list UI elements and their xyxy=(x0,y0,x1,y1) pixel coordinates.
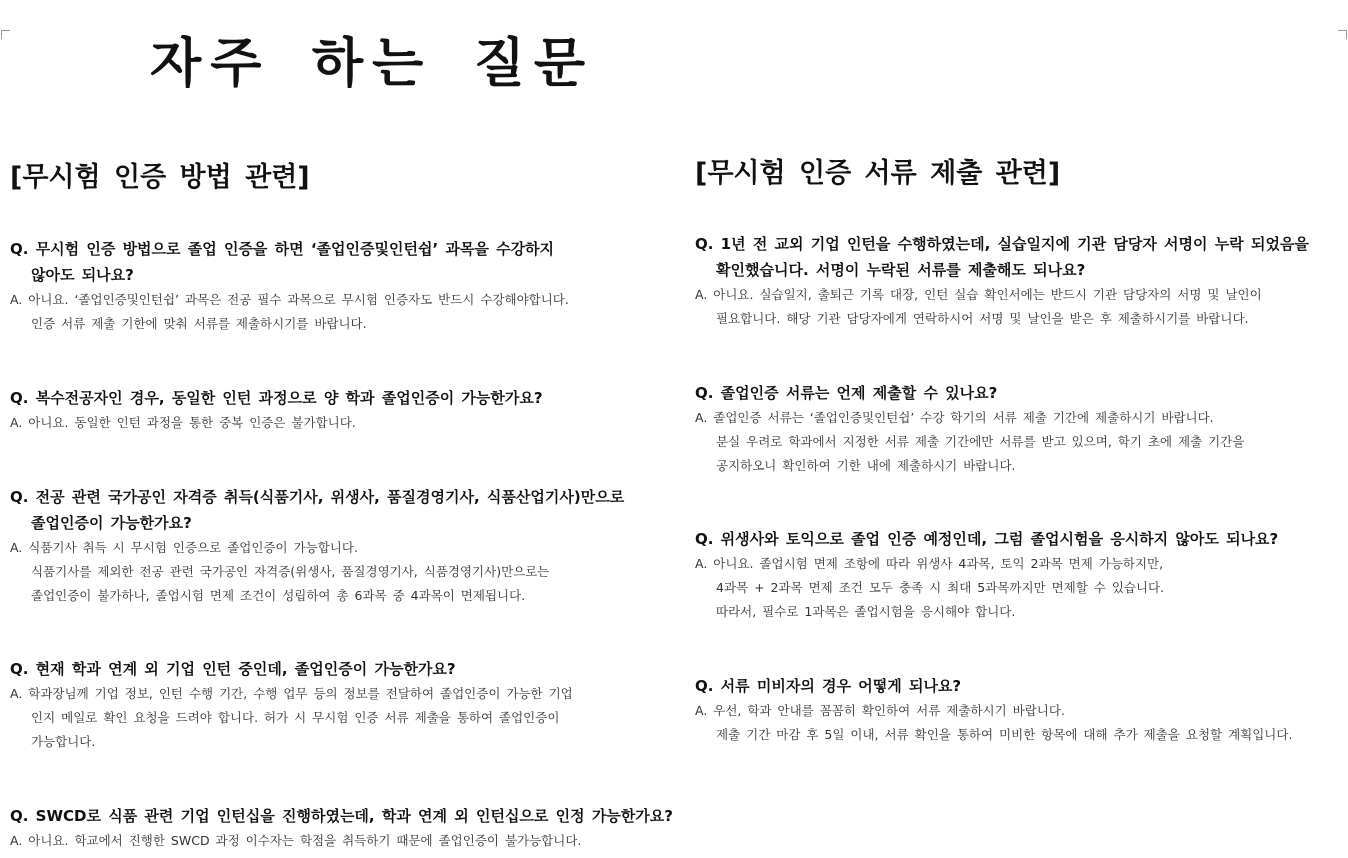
answer-line: A. 우선, 학과 안내를 꼼꼼히 확인하여 서류 제출하시기 바랍니다. xyxy=(695,703,1065,718)
faq-question xyxy=(10,803,673,829)
question-line: Q. 현재 학과 연계 외 기업 인턴 중인데, 졸업인증이 가능한가요? xyxy=(10,660,456,678)
question-line: 졸업인증이 가능한가요? xyxy=(31,514,192,532)
question-line: Q. 위생사와 토익으로 졸업 인증 예정인데, 그럼 졸업시험을 응시하지 않아도 되나요? xyxy=(695,530,1279,548)
faq-answer xyxy=(695,406,1345,478)
answer-line: 분실 우려로 학과에서 지정한 서류 제출 기간에만 서류를 받고 있으며, 학기 초에 제출 기간을 xyxy=(716,434,1245,449)
faq-item xyxy=(695,380,1345,478)
faq-item xyxy=(10,484,670,608)
answer-line: A. 아니요. ‘졸업인증및인턴쉽’ 과목은 전공 필수 과목으로 무시험 인증자도 반드시 수강해야합니다. xyxy=(10,292,569,307)
question-line: Q. 1년 전 교외 기업 인턴을 수행하였는데, 실습일지에 기관 담당자 서명이 누락 되었음을 xyxy=(695,235,1309,253)
faq-item xyxy=(10,236,670,336)
answer-line: A. 졸업인증 서류는 ‘졸업인증및인턴쉽’ 수강 학기의 서류 제출 기간에 제출하시기 바랍니다. xyxy=(695,410,1214,425)
faq-question xyxy=(695,673,1345,699)
faq-answer xyxy=(10,536,670,608)
faq-question xyxy=(10,236,670,288)
answer-line: A. 아니요. 졸업시험 면제 조항에 따라 위생사 4과목, 토익 2과목 면제 가능하지만, xyxy=(695,556,1164,571)
question-line: Q. 서류 미비자의 경우 어떻게 되나요? xyxy=(695,677,962,695)
faq-question xyxy=(695,526,1345,552)
faq-question xyxy=(695,231,1345,283)
answer-line: 제출 기간 마감 후 5일 이내, 서류 확인을 통하여 미비한 항목에 대해 추가 제출을 요청할 계획입니다. xyxy=(716,727,1293,742)
faq-item xyxy=(695,673,1345,747)
faq-question xyxy=(695,380,1345,406)
answer-line: A. 학과장님께 기업 정보, 인턴 수행 기간, 수행 업무 등의 정보를 전달하여 졸업인증이 가능한 기업 xyxy=(10,686,573,701)
answer-line: 인증 서류 제출 기한에 맞춰 서류를 제출하시기를 바랍니다. xyxy=(31,316,367,331)
faq-answer xyxy=(695,699,1345,747)
question-line: 확인했습니다. 서명이 누락된 서류를 제출해도 되나요? xyxy=(716,261,1086,279)
faq-item xyxy=(10,656,670,754)
question-line: Q. SWCD로 식품 관련 기업 인턴십을 진행하였는데, 학과 연계 외 인턴십으로 인정 가능한가요? xyxy=(10,807,673,825)
page-corner-mark-right xyxy=(1338,30,1347,39)
answer-line: A. 아니요. 학교에서 진행한 SWCD 과정 이수자는 학점을 취득하기 때문에 졸업인증이 불가능합니다. xyxy=(10,833,582,848)
answer-line: A. 식품기사 취득 시 무시험 인증으로 졸업인증이 가능합니다. xyxy=(10,540,358,555)
question-line: Q. 전공 관련 국가공인 자격증 취득(식품기사, 위생사, 품질경영기사, 식품산업기사)만으로 xyxy=(10,488,625,506)
answer-line: 인지 메일로 확인 요청을 드려야 합니다. 허가 시 무시험 인증 서류 제출을 통하여 졸업인증이 xyxy=(31,710,560,725)
answer-line: 4과목 + 2과목 면제 조건 모두 충족 시 최대 5과목까지만 면제할 수 있습니다. xyxy=(716,580,1165,595)
page-title: 자주 하는 질문 xyxy=(150,33,595,94)
answer-line: A. 아니요. 실습일지, 출퇴근 기록 대장, 인턴 실습 확인서에는 반드시 기관 담당자의 서명 및 날인이 xyxy=(695,287,1262,302)
question-line: 않아도 되나요? xyxy=(31,266,134,284)
faq-item xyxy=(695,526,1345,624)
faq-answer xyxy=(10,288,670,336)
right-section-title: [무시험 인증 서류 제출 관련] xyxy=(695,158,1061,189)
answer-line: 졸업인증이 불가하나, 졸업시험 면제 조건이 성립하여 총 6과목 중 4과목이 면제됩니다. xyxy=(31,588,526,603)
faq-answer xyxy=(10,411,670,435)
answer-line: 따라서, 필수로 1과목은 졸업시험을 응시해야 합니다. xyxy=(716,604,1016,619)
faq-answer xyxy=(10,682,670,754)
question-line: Q. 졸업인증 서류는 언제 제출할 수 있나요? xyxy=(695,384,998,402)
answer-line: 식품기사를 제외한 전공 관련 국가공인 자격증(위생사, 품질경영기사, 식품경영기사)만으로는 xyxy=(31,564,550,579)
answer-line: 필요합니다. 해당 기관 담당자에게 연락하시어 서명 및 날인을 받은 후 제출하시기를 바랍니다. xyxy=(716,311,1249,326)
faq-question xyxy=(10,656,670,682)
faq-question xyxy=(10,484,670,536)
faq-question xyxy=(10,385,670,411)
faq-item xyxy=(10,385,670,435)
faq-answer xyxy=(695,283,1345,331)
answer-line: A. 아니요. 동일한 인턴 과정을 통한 중복 인증은 불가합니다. xyxy=(10,415,356,430)
answer-line: 가능합니다. xyxy=(31,734,96,749)
left-section-title: [무시험 인증 방법 관련] xyxy=(10,162,310,193)
question-line: Q. 무시험 인증 방법으로 졸업 인증을 하면 ‘졸업인증및인턴쉽’ 과목을 수강하지 xyxy=(10,240,555,258)
question-line: Q. 복수전공자인 경우, 동일한 인턴 과정으로 양 학과 졸업인증이 가능한가요? xyxy=(10,389,543,407)
faq-item xyxy=(10,803,673,853)
answer-line: 공지하오니 확인하여 기한 내에 제출하시기 바랍니다. xyxy=(716,458,1016,473)
faq-answer xyxy=(10,829,670,853)
faq-answer xyxy=(695,552,1345,624)
faq-item xyxy=(695,231,1345,331)
page-corner-mark-left xyxy=(1,30,10,39)
